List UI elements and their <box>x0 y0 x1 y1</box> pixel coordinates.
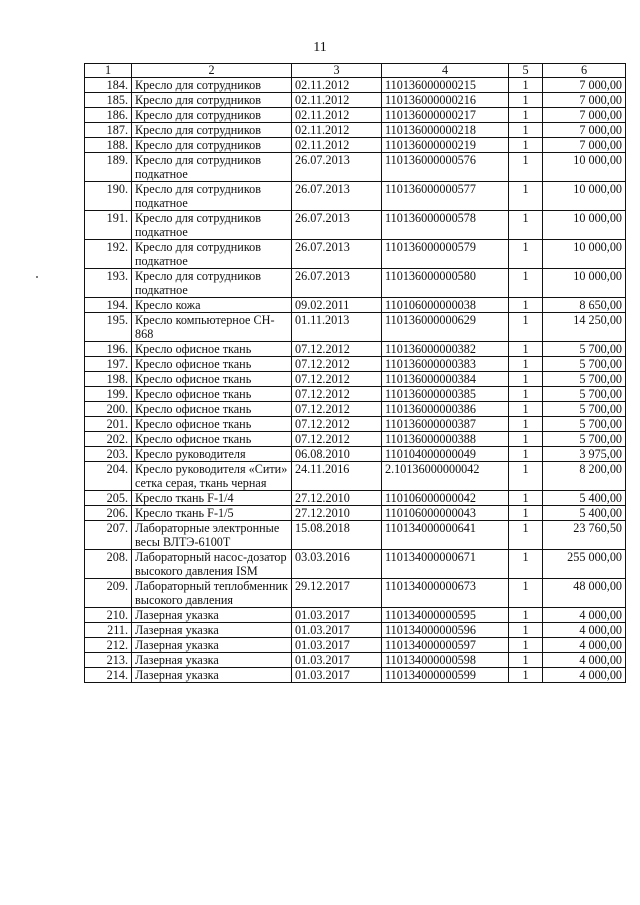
price-cell: 5 700,00 <box>543 342 626 357</box>
table-row <box>85 153 626 182</box>
item-name-cell: Кресло офисное ткань <box>132 372 292 387</box>
header-col-4: 4 <box>382 64 509 78</box>
quantity-cell: 1 <box>509 182 543 211</box>
row-number-cell: 191. <box>85 211 132 240</box>
inventory-number-cell: 110136000000576 <box>382 153 509 182</box>
table-row <box>85 550 626 579</box>
row-number-cell: 185. <box>85 93 132 108</box>
inventory-number-cell: 110134000000599 <box>382 668 509 683</box>
table-row <box>85 638 626 653</box>
quantity-cell: 1 <box>509 506 543 521</box>
row-number-cell: 196. <box>85 342 132 357</box>
table-row <box>85 653 626 668</box>
quantity-cell: 1 <box>509 387 543 402</box>
price-cell: 5 700,00 <box>543 402 626 417</box>
scan-speck <box>36 276 38 278</box>
item-name-cell: Лазерная указка <box>132 668 292 683</box>
acquisition-date-cell: 01.03.2017 <box>292 668 382 683</box>
price-cell: 48 000,00 <box>543 579 626 608</box>
price-cell: 4 000,00 <box>543 638 626 653</box>
row-number-cell: 205. <box>85 491 132 506</box>
price-cell: 10 000,00 <box>543 240 626 269</box>
table-row <box>85 342 626 357</box>
quantity-cell: 1 <box>509 108 543 123</box>
table-header <box>85 64 626 78</box>
quantity-cell: 1 <box>509 138 543 153</box>
item-name-cell: Лазерная указка <box>132 623 292 638</box>
price-cell: 5 400,00 <box>543 491 626 506</box>
row-number-cell: 208. <box>85 550 132 579</box>
row-number-cell: 184. <box>85 78 132 93</box>
table-row <box>85 182 626 211</box>
inventory-number-cell: 110134000000671 <box>382 550 509 579</box>
price-cell: 10 000,00 <box>543 211 626 240</box>
price-cell: 5 700,00 <box>543 432 626 447</box>
quantity-cell: 1 <box>509 638 543 653</box>
inventory-number-cell: 110136000000217 <box>382 108 509 123</box>
quantity-cell: 1 <box>509 93 543 108</box>
price-cell: 7 000,00 <box>543 78 626 93</box>
quantity-cell: 1 <box>509 608 543 623</box>
acquisition-date-cell: 29.12.2017 <box>292 579 382 608</box>
quantity-cell: 1 <box>509 653 543 668</box>
price-cell: 4 000,00 <box>543 653 626 668</box>
table-row <box>85 462 626 491</box>
row-number-cell: 210. <box>85 608 132 623</box>
acquisition-date-cell: 01.11.2013 <box>292 313 382 342</box>
acquisition-date-cell: 26.07.2013 <box>292 153 382 182</box>
inventory-number-cell: 110136000000382 <box>382 342 509 357</box>
quantity-cell: 1 <box>509 579 543 608</box>
item-name-cell: Кресло руководителя <box>132 447 292 462</box>
row-number-cell: 207. <box>85 521 132 550</box>
table-row <box>85 506 626 521</box>
quantity-cell: 1 <box>509 521 543 550</box>
acquisition-date-cell: 26.07.2013 <box>292 240 382 269</box>
acquisition-date-cell: 27.12.2010 <box>292 506 382 521</box>
quantity-cell: 1 <box>509 357 543 372</box>
table-row <box>85 313 626 342</box>
item-name-cell: Кресло ткань F-1/5 <box>132 506 292 521</box>
row-number-cell: 192. <box>85 240 132 269</box>
acquisition-date-cell: 15.08.2018 <box>292 521 382 550</box>
inventory-number-cell: 110136000000387 <box>382 417 509 432</box>
table-row <box>85 432 626 447</box>
inventory-number-cell: 110134000000641 <box>382 521 509 550</box>
table-row <box>85 298 626 313</box>
quantity-cell: 1 <box>509 342 543 357</box>
price-cell: 7 000,00 <box>543 93 626 108</box>
item-name-cell: Кресло для сотрудников подкатное <box>132 240 292 269</box>
inventory-number-cell: 110134000000596 <box>382 623 509 638</box>
row-number-cell: 189. <box>85 153 132 182</box>
inventory-number-cell: 110134000000598 <box>382 653 509 668</box>
inventory-number-cell: 110136000000578 <box>382 211 509 240</box>
header-col-6: 6 <box>543 64 626 78</box>
row-number-cell: 202. <box>85 432 132 447</box>
item-name-cell: Лазерная указка <box>132 638 292 653</box>
price-cell: 23 760,50 <box>543 521 626 550</box>
header-col-1: 1 <box>85 64 132 78</box>
acquisition-date-cell: 03.03.2016 <box>292 550 382 579</box>
acquisition-date-cell: 07.12.2012 <box>292 372 382 387</box>
inventory-number-cell: 110106000000043 <box>382 506 509 521</box>
row-number-cell: 193. <box>85 269 132 298</box>
price-cell: 10 000,00 <box>543 153 626 182</box>
price-cell: 7 000,00 <box>543 138 626 153</box>
inventory-number-cell: 110136000000388 <box>382 432 509 447</box>
item-name-cell: Кресло офисное ткань <box>132 387 292 402</box>
quantity-cell: 1 <box>509 623 543 638</box>
item-name-cell: Лабораторный насос-дозатор высокого давления ISM <box>132 550 292 579</box>
item-name-cell: Лазерная указка <box>132 608 292 623</box>
quantity-cell: 1 <box>509 240 543 269</box>
table-row <box>85 623 626 638</box>
table-row <box>85 402 626 417</box>
table-row <box>85 78 626 93</box>
item-name-cell: Кресло для сотрудников подкатное <box>132 182 292 211</box>
inventory-number-cell: 110136000000219 <box>382 138 509 153</box>
inventory-number-cell: 110136000000629 <box>382 313 509 342</box>
quantity-cell: 1 <box>509 211 543 240</box>
row-number-cell: 194. <box>85 298 132 313</box>
row-number-cell: 214. <box>85 668 132 683</box>
price-cell: 14 250,00 <box>543 313 626 342</box>
inventory-number-cell: 110134000000595 <box>382 608 509 623</box>
table-row <box>85 579 626 608</box>
price-cell: 5 700,00 <box>543 372 626 387</box>
acquisition-date-cell: 01.03.2017 <box>292 623 382 638</box>
acquisition-date-cell: 07.12.2012 <box>292 387 382 402</box>
price-cell: 4 000,00 <box>543 668 626 683</box>
item-name-cell: Кресло для сотрудников подкатное <box>132 269 292 298</box>
inventory-number-cell: 2.10136000000042 <box>382 462 509 491</box>
inventory-number-cell: 110136000000580 <box>382 269 509 298</box>
item-name-cell: Кресло офисное ткань <box>132 357 292 372</box>
price-cell: 8 200,00 <box>543 462 626 491</box>
row-number-cell: 211. <box>85 623 132 638</box>
price-cell: 255 000,00 <box>543 550 626 579</box>
table-row <box>85 608 626 623</box>
header-col-3: 3 <box>292 64 382 78</box>
acquisition-date-cell: 07.12.2012 <box>292 342 382 357</box>
inventory-table <box>84 63 626 683</box>
item-name-cell: Кресло ткань F-1/4 <box>132 491 292 506</box>
acquisition-date-cell: 01.03.2017 <box>292 653 382 668</box>
acquisition-date-cell: 02.11.2012 <box>292 93 382 108</box>
item-name-cell: Кресло для сотрудников <box>132 93 292 108</box>
price-cell: 5 700,00 <box>543 417 626 432</box>
table-body <box>85 78 626 683</box>
price-cell: 5 700,00 <box>543 357 626 372</box>
row-number-cell: 195. <box>85 313 132 342</box>
item-name-cell: Кресло офисное ткань <box>132 342 292 357</box>
quantity-cell: 1 <box>509 372 543 387</box>
table-row <box>85 417 626 432</box>
price-cell: 5 400,00 <box>543 506 626 521</box>
quantity-cell: 1 <box>509 550 543 579</box>
inventory-number-cell: 110134000000597 <box>382 638 509 653</box>
header-row <box>85 64 626 78</box>
quantity-cell: 1 <box>509 432 543 447</box>
acquisition-date-cell: 06.08.2010 <box>292 447 382 462</box>
row-number-cell: 198. <box>85 372 132 387</box>
row-number-cell: 204. <box>85 462 132 491</box>
item-name-cell: Кресло для сотрудников <box>132 78 292 93</box>
item-name-cell: Кресло для сотрудников <box>132 123 292 138</box>
quantity-cell: 1 <box>509 123 543 138</box>
acquisition-date-cell: 07.12.2012 <box>292 417 382 432</box>
acquisition-date-cell: 02.11.2012 <box>292 108 382 123</box>
table-row <box>85 387 626 402</box>
acquisition-date-cell: 01.03.2017 <box>292 608 382 623</box>
item-name-cell: Кресло для сотрудников подкатное <box>132 211 292 240</box>
row-number-cell: 209. <box>85 579 132 608</box>
acquisition-date-cell: 02.11.2012 <box>292 78 382 93</box>
quantity-cell: 1 <box>509 269 543 298</box>
acquisition-date-cell: 07.12.2012 <box>292 432 382 447</box>
row-number-cell: 190. <box>85 182 132 211</box>
quantity-cell: 1 <box>509 402 543 417</box>
row-number-cell: 197. <box>85 357 132 372</box>
inventory-number-cell: 110136000000385 <box>382 387 509 402</box>
acquisition-date-cell: 02.11.2012 <box>292 123 382 138</box>
item-name-cell: Кресло для сотрудников <box>132 138 292 153</box>
acquisition-date-cell: 02.11.2012 <box>292 138 382 153</box>
quantity-cell: 1 <box>509 298 543 313</box>
acquisition-date-cell: 26.07.2013 <box>292 269 382 298</box>
page-number: 11 <box>313 40 327 55</box>
inventory-number-cell: 110106000000042 <box>382 491 509 506</box>
inventory-number-cell: 110106000000038 <box>382 298 509 313</box>
price-cell: 10 000,00 <box>543 182 626 211</box>
table-row <box>85 447 626 462</box>
quantity-cell: 1 <box>509 491 543 506</box>
price-cell: 8 650,00 <box>543 298 626 313</box>
row-number-cell: 200. <box>85 402 132 417</box>
acquisition-date-cell: 24.11.2016 <box>292 462 382 491</box>
table-row <box>85 521 626 550</box>
table-row <box>85 211 626 240</box>
inventory-number-cell: 110136000000577 <box>382 182 509 211</box>
row-number-cell: 188. <box>85 138 132 153</box>
row-number-cell: 201. <box>85 417 132 432</box>
row-number-cell: 187. <box>85 123 132 138</box>
quantity-cell: 1 <box>509 668 543 683</box>
item-name-cell: Лазерная указка <box>132 653 292 668</box>
table-row <box>85 240 626 269</box>
inventory-number-cell: 110136000000218 <box>382 123 509 138</box>
quantity-cell: 1 <box>509 78 543 93</box>
acquisition-date-cell: 01.03.2017 <box>292 638 382 653</box>
table-row <box>85 93 626 108</box>
acquisition-date-cell: 26.07.2013 <box>292 182 382 211</box>
table-row <box>85 491 626 506</box>
item-name-cell: Кресло компьютерное CH-868 <box>132 313 292 342</box>
header-col-2: 2 <box>132 64 292 78</box>
quantity-cell: 1 <box>509 447 543 462</box>
inventory-number-cell: 110136000000384 <box>382 372 509 387</box>
acquisition-date-cell: 27.12.2010 <box>292 491 382 506</box>
price-cell: 7 000,00 <box>543 123 626 138</box>
item-name-cell: Лабораторный теплобменник высокого давления <box>132 579 292 608</box>
acquisition-date-cell: 07.12.2012 <box>292 357 382 372</box>
row-number-cell: 206. <box>85 506 132 521</box>
quantity-cell: 1 <box>509 313 543 342</box>
item-name-cell: Лабораторные электронные весы ВЛТЭ-6100Т <box>132 521 292 550</box>
price-cell: 7 000,00 <box>543 108 626 123</box>
inventory-number-cell: 110136000000386 <box>382 402 509 417</box>
item-name-cell: Кресло офисное ткань <box>132 432 292 447</box>
price-cell: 10 000,00 <box>543 269 626 298</box>
row-number-cell: 186. <box>85 108 132 123</box>
inventory-number-cell: 110104000000049 <box>382 447 509 462</box>
row-number-cell: 203. <box>85 447 132 462</box>
price-cell: 5 700,00 <box>543 387 626 402</box>
item-name-cell: Кресло офисное ткань <box>132 402 292 417</box>
inventory-number-cell: 110136000000216 <box>382 93 509 108</box>
price-cell: 4 000,00 <box>543 623 626 638</box>
table-row <box>85 138 626 153</box>
table-row <box>85 372 626 387</box>
inventory-number-cell: 110134000000673 <box>382 579 509 608</box>
table-row <box>85 108 626 123</box>
table-row <box>85 123 626 138</box>
table-row <box>85 269 626 298</box>
price-cell: 3 975,00 <box>543 447 626 462</box>
inventory-number-cell: 110136000000383 <box>382 357 509 372</box>
acquisition-date-cell: 09.02.2011 <box>292 298 382 313</box>
row-number-cell: 212. <box>85 638 132 653</box>
header-col-5: 5 <box>509 64 543 78</box>
table-row <box>85 668 626 683</box>
item-name-cell: Кресло для сотрудников <box>132 108 292 123</box>
price-cell: 4 000,00 <box>543 608 626 623</box>
inventory-number-cell: 110136000000579 <box>382 240 509 269</box>
item-name-cell: Кресло офисное ткань <box>132 417 292 432</box>
table-row <box>85 357 626 372</box>
quantity-cell: 1 <box>509 417 543 432</box>
item-name-cell: Кресло кожа <box>132 298 292 313</box>
row-number-cell: 199. <box>85 387 132 402</box>
item-name-cell: Кресло для сотрудников подкатное <box>132 153 292 182</box>
row-number-cell: 213. <box>85 653 132 668</box>
acquisition-date-cell: 07.12.2012 <box>292 402 382 417</box>
quantity-cell: 1 <box>509 462 543 491</box>
acquisition-date-cell: 26.07.2013 <box>292 211 382 240</box>
quantity-cell: 1 <box>509 153 543 182</box>
inventory-number-cell: 110136000000215 <box>382 78 509 93</box>
item-name-cell: Кресло руководителя «Сити» сетка серая, ткань черная <box>132 462 292 491</box>
